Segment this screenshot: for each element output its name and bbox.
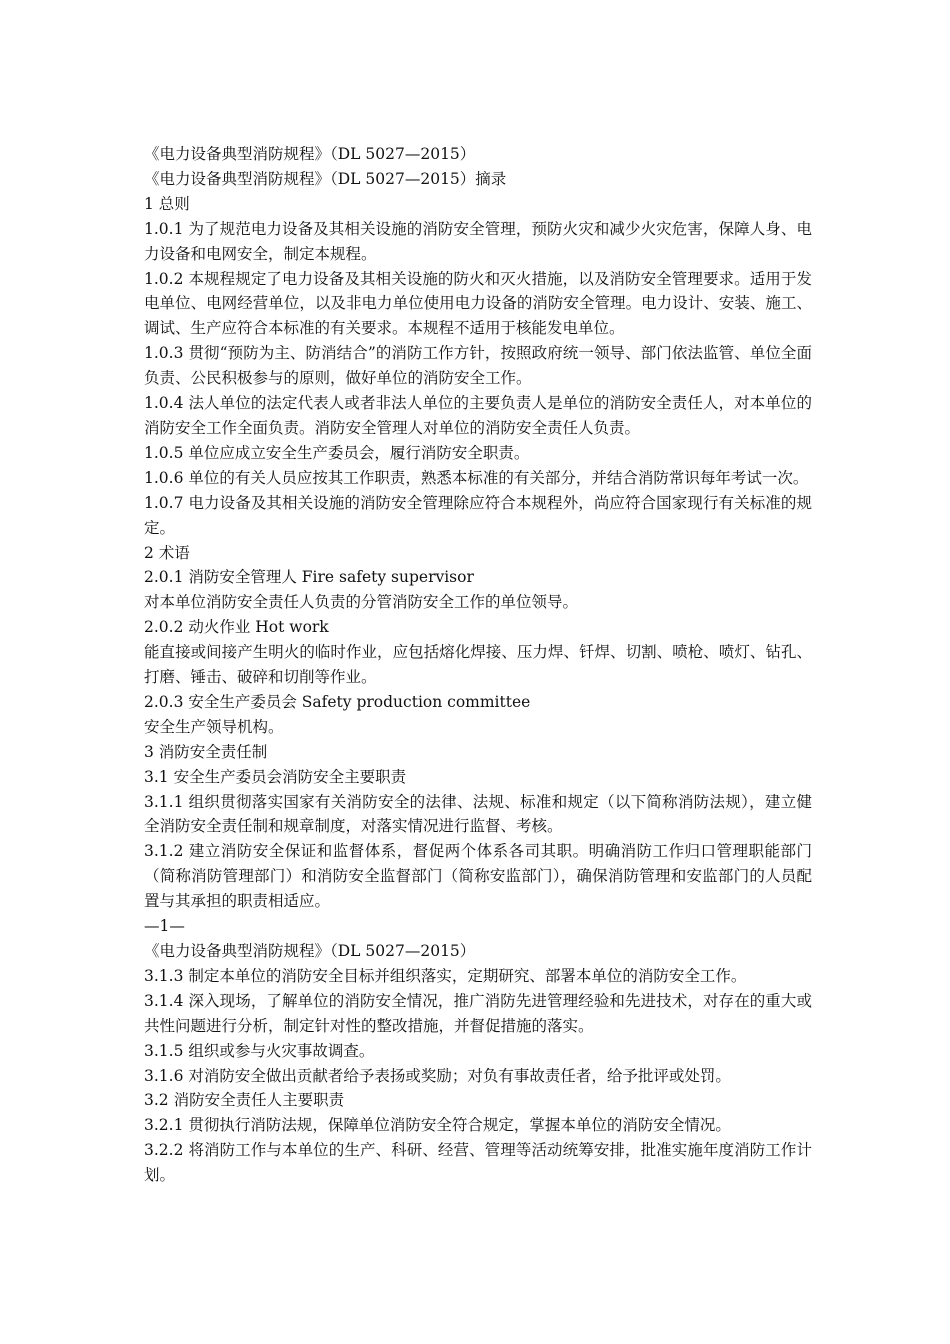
clause-paragraph: 1.0.6 单位的有关人员应按其工作职责，熟悉本标准的有关部分，并结合消防常识每年考试一次。 [144, 468, 809, 487]
term-definition: 能直接或间接产生明火的临时作业，应包括熔化焊接、压力焊、钎焊、切割、喷枪、喷灯、钻孔、打磨、锤击、破碎和切削等作业。 [144, 643, 812, 687]
subsection-heading: 3.2 消防安全责任人主要职责 [144, 1091, 345, 1110]
document-page [144, 142, 812, 1188]
section-heading: 3 消防安全责任制 [144, 742, 268, 761]
document-header: 《电力设备典型消防规程》（DL 5027—2015） [144, 145, 476, 163]
clause-paragraph: 1.0.2 本规程规定了电力设备及其相关设施的防火和灭火措施，以及消防安全管理要求。适用于发电单位、电网经营单位，以及非电力单位使用电力设备的消防安全管理。电力设计、安装、施工、调试、生产应符合本标准的有关要求。本规程不适用于核能发电单位。 [144, 269, 812, 338]
subsection-heading: 3.1 安全生产委员会消防安全主要职责 [144, 767, 407, 786]
clause-paragraph: 3.2.2 将消防工作与本单位的生产、科研、经营、管理等活动统筹安排，批准实施年度消防工作计划。 [144, 1141, 812, 1185]
section-heading: 1 总则 [144, 194, 190, 213]
clause-paragraph: 3.1.3 制定本单位的消防安全目标并组织落实，定期研究、部署本单位的消防安全工作。 [144, 966, 747, 985]
term-heading: 2.0.1 消防安全管理人 Fire safety supervisor [144, 568, 474, 587]
term-definition: 对本单位消防安全责任人负责的分管消防安全工作的单位领导。 [144, 593, 579, 612]
clause-paragraph: 3.1.6 对消防安全做出贡献者给予表扬或奖励；对负有事故责任者，给予批评或处罚。 [144, 1066, 731, 1085]
clause-paragraph: 1.0.1 为了规范电力设备及其相关设施的消防安全管理，预防火灾和减少火灾危害，保障人身、电力设备和电网安全，制定本规程。 [144, 219, 812, 263]
clause-paragraph: 3.1.1 组织贯彻落实国家有关消防安全的法律、法规、标准和规定（以下简称消防法规），建立健全消防安全责任制和规章制度，对落实情况进行监督、考核。 [144, 792, 812, 836]
document-title: 《电力设备典型消防规程》（DL 5027—2015）摘录 [144, 169, 507, 188]
document-header: 《电力设备典型消防规程》（DL 5027—2015） [144, 942, 476, 960]
section-heading: 2 术语 [144, 543, 190, 562]
clause-paragraph: 3.1.5 组织或参与火灾事故调查。 [144, 1041, 375, 1060]
clause-paragraph: 1.0.7 电力设备及其相关设施的消防安全管理除应符合本规程外，尚应符合国家现行有关标准的规定。 [144, 493, 812, 537]
term-heading: 2.0.2 动火作业 Hot work [144, 618, 329, 637]
clause-paragraph: 3.1.4 深入现场，了解单位的消防安全情况，推广消防先进管理经验和先进技术，对存在的重大或共性问题进行分析，制定针对性的整改措施，并督促措施的落实。 [144, 991, 812, 1035]
clause-paragraph: 1.0.3 贯彻“预防为主、防消结合”的消防工作方针，按照政府统一领导、部门依法监管、单位全面负责、公民积极参与的原则，做好单位的消防安全工作。 [144, 344, 812, 388]
clause-paragraph: 1.0.5 单位应成立安全生产委员会，履行消防安全职责。 [144, 443, 530, 462]
page-number: —1— [144, 917, 185, 936]
term-heading: 2.0.3 安全生产委员会 Safety production committee [144, 692, 531, 711]
clause-paragraph: 3.2.1 贯彻执行消防法规，保障单位消防安全符合规定，掌握本单位的消防安全情况。 [144, 1116, 731, 1135]
clause-paragraph: 3.1.2 建立消防安全保证和监督体系，督促两个体系各司其职。明确消防工作归口管理职能部门（简称消防管理部门）和消防安全监督部门（简称安监部门），确保消防管理和安监部门的人员配置与其承担的职责相适应。 [144, 842, 812, 911]
clause-paragraph: 1.0.4 法人单位的法定代表人或者非法人单位的主要负责人是单位的消防安全责任人，对本单位的消防安全工作全面负责。消防安全管理人对单位的消防安全责任人负责。 [144, 394, 812, 437]
term-definition: 安全生产领导机构。 [144, 717, 284, 736]
